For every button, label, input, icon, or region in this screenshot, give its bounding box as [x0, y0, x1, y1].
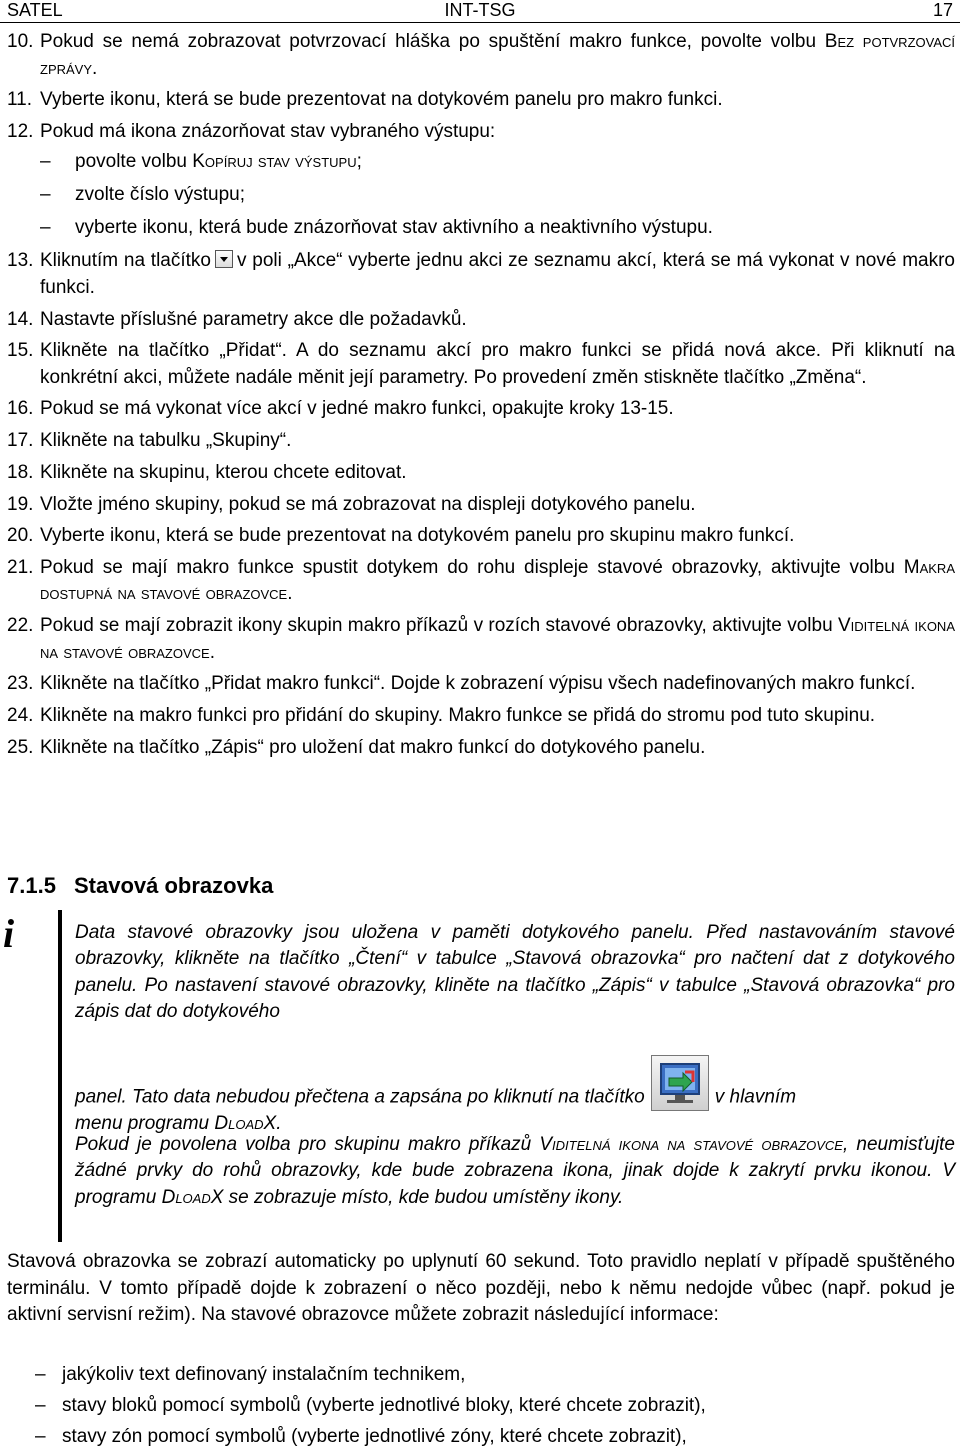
list-item [0, 703, 960, 730]
step-text: Klikněte na tlačítko „Zápis“ pro uložení dat makro funkcí do dotykového panelu. [40, 736, 706, 758]
step-number: 15. [7, 340, 34, 362]
list-item [0, 338, 960, 391]
step-text: Pokud má ikona znázorňovat stav vybraného výstupu: [40, 120, 496, 142]
program-name: DloadX [214, 1113, 277, 1135]
note-text: panel. Tato data nebudou přečtena a zapsána po kliknutí na tlačítko [75, 1086, 645, 1108]
dash-marker: – [40, 184, 51, 206]
step-text: Klikněte na tabulku „Skupiny“. [40, 430, 292, 452]
step-number: 17. [7, 430, 34, 452]
option-name: Makra dostupná na stavové obrazovce [40, 556, 955, 605]
note-text: menu programu [75, 1113, 215, 1135]
list-item [7, 1424, 955, 1451]
step-text: Klikněte na makro funkci pro přidání do skupiny. Makro funkce se přidá do stromu pod tuto skupinu. [40, 704, 876, 726]
note-text: Data stavové obrazovky jsou uložena v paměti dotykového panelu. Před nastavováním stavové obrazovky, klikněte na tlačítko „Čtení“ v tabulce „Stavová obrazovka“ pro načtení dat z dotykového panelu. Po nastavení stavové obrazovky, kliněte na tlačítko „Zápis“ v tabulce „Stavová obrazovka“ pro zápis dat do dotykového [75, 922, 955, 1022]
list-item [0, 87, 960, 114]
sub-text: zvolte číslo výstupu; [75, 184, 246, 206]
section-number: 7.1.5 [7, 873, 56, 898]
list-item [7, 1393, 955, 1420]
step-number: 23. [7, 673, 34, 695]
dash-marker: – [40, 217, 51, 239]
bullet-text: jakýkoliv text definovaný instalačním technikem, [62, 1364, 466, 1385]
step-number: 22. [7, 615, 34, 637]
dloadx-toolbar-icon [651, 1055, 709, 1111]
list-item [7, 1362, 955, 1389]
note-text: se zobrazuje místo, kde budou umístěny ikony. [223, 1186, 624, 1208]
dash-marker: – [35, 1395, 46, 1416]
list-item [0, 119, 960, 146]
step-text-end: . [92, 57, 98, 79]
list-item [0, 613, 960, 666]
list-item [0, 523, 960, 550]
page-header [0, 0, 960, 23]
bullet-list [7, 1362, 955, 1455]
step-number: 11. [7, 89, 33, 111]
sub-text-end: ; [356, 151, 362, 173]
step-text: Vyberte ikonu, která se bude prezentovat na dotykovém panelu pro skupinu makro funkcí. [40, 525, 795, 547]
steps-list [0, 29, 960, 766]
step-number: 21. [7, 556, 34, 578]
sub-list-item [0, 215, 960, 242]
step-text: Pokud se mají makro funkce spustit dotykem do rohu displeje stavové obrazovky, aktivujte volbu [40, 556, 904, 578]
list-item [0, 671, 960, 698]
step-text: Klikněte na tlačítko „Přidat“. A do seznamu akcí pro makro funkci se přidá nová akce. Při kliknutí na konkrétní akci, můžete nadále měnit její parametry. Po provedení změn stiskněte tlačítko „Změna“. [40, 340, 955, 388]
dash-marker: – [35, 1364, 46, 1385]
step-text: Pokud se mají zobrazit ikony skupin makro příkazů v rozích stavové obrazovky, aktivujte volbu [40, 615, 838, 637]
dash-marker: – [35, 1426, 46, 1447]
section-heading [7, 873, 273, 899]
sub-list-item [0, 149, 960, 176]
option-name: Kopíruj stav výstupu [192, 151, 357, 173]
list-item [0, 555, 960, 608]
step-text-end: . [209, 641, 215, 663]
step-text: Vložte jméno skupiny, pokud se má zobrazovat na displeji dotykového panelu. [40, 493, 696, 515]
step-text: Vyberte ikonu, která se bude prezentovat na dotykovém panelu pro makro funkci. [40, 89, 723, 111]
body-paragraph: Stavová obrazovka se zobrazí automaticky po uplynutí 60 sekund. Toto pravidlo neplatí v případě spuštěného terminálu. V tomto případě dojde k zobrazení o něco později, nebo k němu nedojde vůbec (např. pokud je aktivní servisní režim). Na stavové obrazovce můžete zobrazit následující informace: [7, 1251, 955, 1325]
step-text: Pokud se nemá zobrazovat potvrzovací hláška po spuštění makro funkce, povolte volbu [40, 31, 825, 52]
header-product: INT-TSG [444, 0, 516, 20]
note-block [75, 1132, 955, 1211]
info-icon: i [3, 911, 15, 956]
list-item [0, 428, 960, 455]
step-text-end: . [287, 583, 293, 605]
note-line [75, 1055, 955, 1111]
list-item [0, 396, 960, 423]
note-text: . [276, 1113, 282, 1135]
header-page-number: 17 [932, 0, 953, 20]
step-number: 19. [7, 493, 34, 515]
step-number: 14. [7, 308, 34, 330]
step-text: Klikněte na skupinu, kterou chcete editovat. [40, 461, 407, 483]
list-item [0, 29, 960, 82]
note-text: , neumisťujte žádné prvky do rohů obrazovky, kde bude zobrazena ikona, jinak dojde k zakrytí prvku ikonou. V programu [75, 1134, 955, 1208]
bullet-text: stavy bloků pomocí symbolů (vyberte jednotlivé bloky, které chcete zobrazit), [62, 1395, 706, 1416]
step-number: 13. [7, 250, 34, 272]
bullet-text: stavy zón pomocí symbolů (vyberte jednotlivé zóny, které chcete zobrazit), [62, 1426, 687, 1447]
step-text: Nastavte příslušné parametry akce dle požadavků. [40, 308, 467, 330]
list-item [0, 460, 960, 487]
option-name: Viditelná ikona na stavové obrazovce [539, 1134, 843, 1155]
option-name: Viditelná ikona na stavové obrazovce [40, 615, 955, 663]
step-number: 18. [7, 461, 34, 483]
step-text: Klikněte na tlačítko „Přidat makro funkci“. Dojde k zobrazení výpisu všech nadefinovaných makro funkcí. [40, 673, 916, 695]
sub-text: vyberte ikonu, která bude znázorňovat stav aktivního a neaktivního výstupu. [75, 217, 713, 239]
step-number: 10. [7, 31, 34, 52]
list-item [0, 492, 960, 519]
note-text: v hlavním [714, 1086, 797, 1108]
note-text: Pokud je povolena volba pro skupinu makro příkazů [75, 1134, 540, 1155]
step-number: 25. [7, 736, 34, 758]
list-item [0, 307, 960, 334]
sub-list-item [0, 182, 960, 209]
option-name: Bez potvrzovací zprávy [40, 31, 955, 79]
sub-text: povolte volbu [75, 151, 193, 173]
step-number: 12. [7, 120, 34, 142]
step-text: Pokud se má vykonat více akcí v jedné makro funkci, opakujte kroky 13-15. [40, 398, 674, 420]
dropdown-arrow-icon [215, 250, 233, 268]
step-number: 24. [7, 704, 34, 726]
step-text: Kliknutím na tlačítko [40, 250, 211, 272]
list-item [0, 248, 960, 301]
dash-marker: – [40, 151, 51, 173]
note-block [75, 920, 955, 1137]
list-item [0, 735, 960, 762]
step-number: 20. [7, 525, 34, 547]
note-divider [58, 910, 62, 1242]
section-title: Stavová obrazovka [74, 873, 274, 898]
step-number: 16. [7, 398, 34, 420]
header-brand: SATEL [7, 0, 63, 20]
step-text-end: v poli „Akce“ vyberte jednu akci ze seznamu akcí, která se má vykonat v nové makro funkci. [40, 250, 955, 298]
program-name: DloadX [161, 1186, 224, 1208]
